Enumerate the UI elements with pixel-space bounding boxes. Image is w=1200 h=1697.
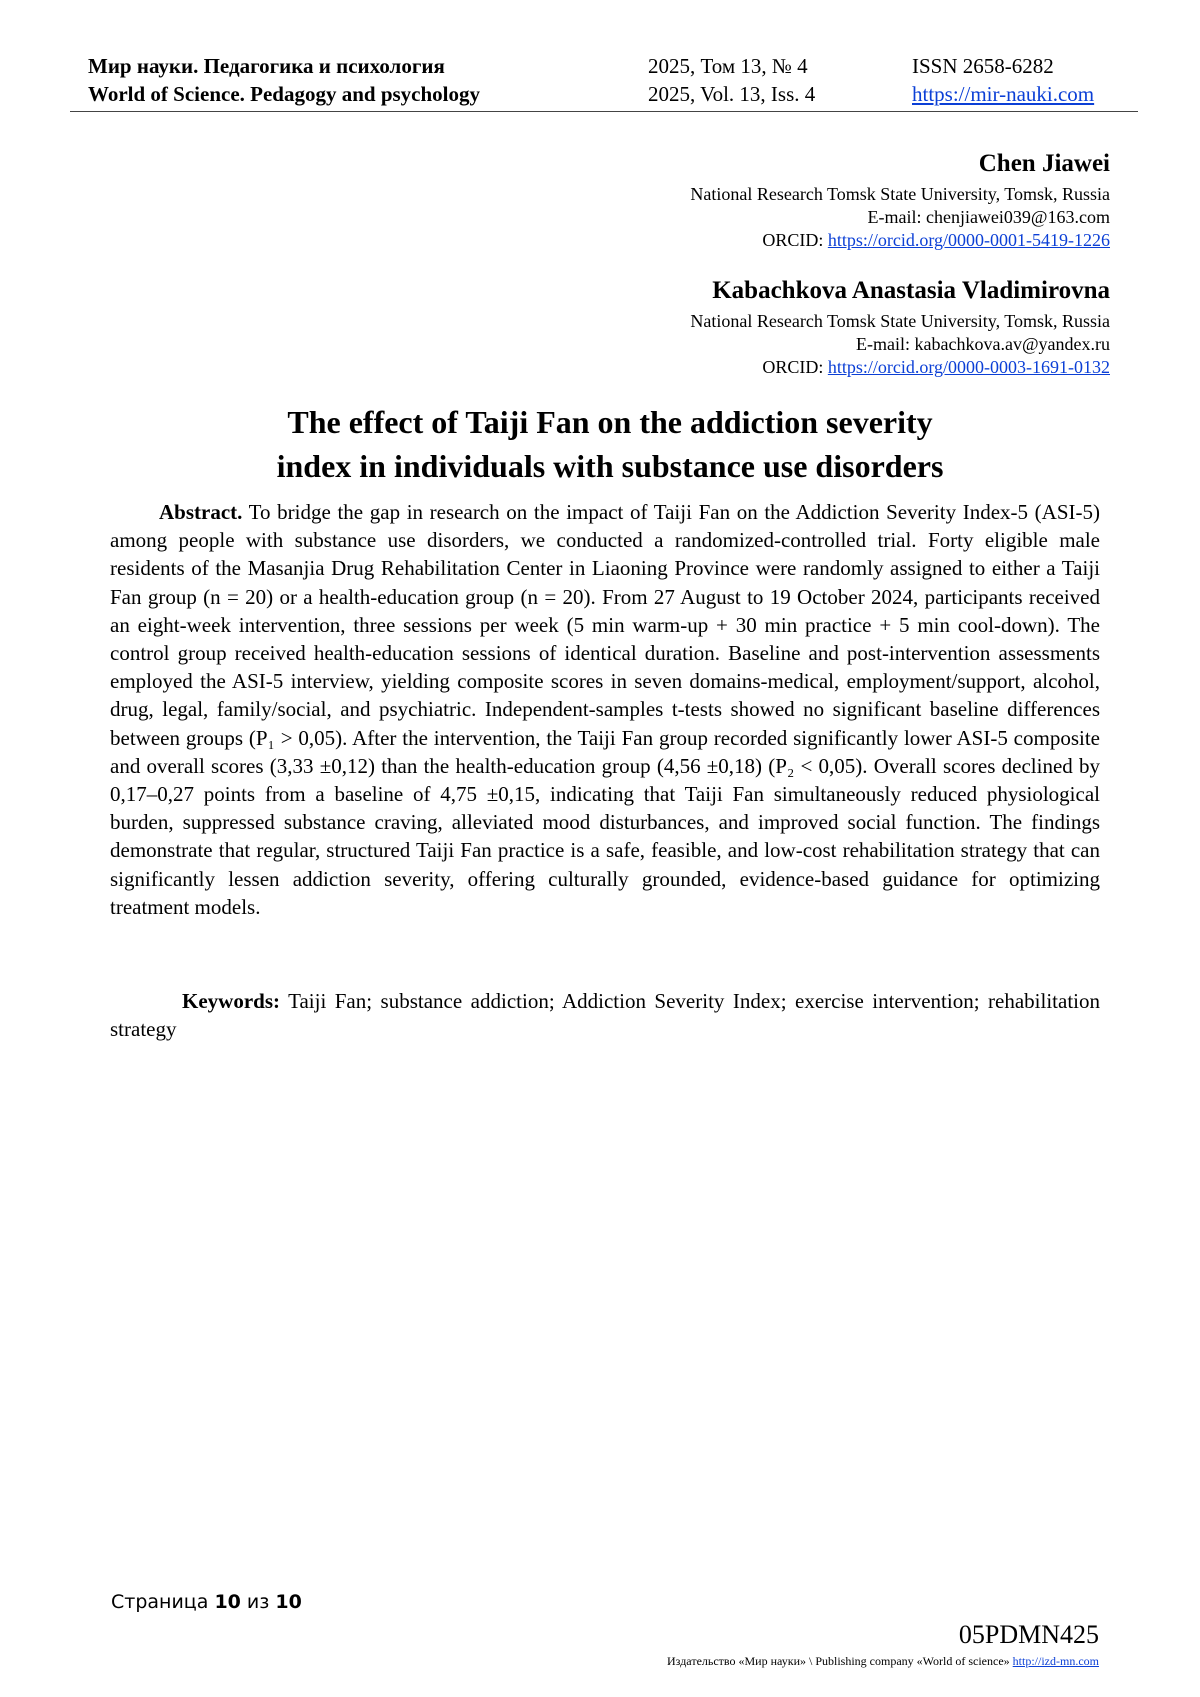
header-divider <box>70 111 1138 112</box>
publisher-text: Издательство «Мир науки» \ Publishing company «World of science» <box>667 1654 1013 1668</box>
issue-en: 2025, Vol. 13, Iss. 4 <box>648 82 816 106</box>
author-affiliation: National Research Tomsk State University, Tomsk, Russia <box>690 184 1110 204</box>
orcid-label: ORCID: <box>762 230 828 250</box>
keywords-text: Taiji Fan; substance addiction; Addiction Severity Index; exercise intervention; rehabilitation strategy <box>110 989 1100 1041</box>
article-title-line: The effect of Taiji Fan on the addiction severity <box>287 404 933 440</box>
author-name: Kabachkova Anastasia Vladimirovna <box>712 277 1110 304</box>
abstract <box>110 498 1100 921</box>
page-word: Страница <box>111 1591 215 1613</box>
author-email: E-mail: chenjiawei039@163.com <box>867 207 1110 227</box>
issue-ru: 2025, Том 13, № 4 <box>648 54 808 78</box>
publisher-line <box>667 1654 1099 1669</box>
author-orcid <box>690 229 1110 252</box>
orcid-label: ORCID: <box>762 357 828 377</box>
abstract-text: To bridge the gap in research on the impact of Taiji Fan on the Addiction Severity Index-5 (ASI-5) among people with substance use disorders, we conducted a randomized-controlled trial. Forty eligible male residents of the Masanjia Drug Rehabilitation Center in Liaoning Province were randomly assigned to either a Taiji Fan group (n = 20) or a health-education group (n = 20). From 27 August to 19 October 2024, participants received an eight-week intervention, three sessions per week (5 min warm-up + 30 min practice + 5 min cool-down). The control group received health-education sessions of identical duration. Baseline and post-intervention assessments employed the ASI-5 interview, yielding composite scores in seven domains-medical, employment/support, alcohol, drug, legal, family/social, and psychiatric. Independent-samples t-tests showed no significant baseline differences between groups (P₁ > 0,05). After the intervention, the Taiji Fan group recorded significantly lower ASI-5 composite and overall scores (3,33 ±0,12) than the health-education group (4,56 ±0,18) (P₂ < 0,05). Overall scores declined by 0,17–0,27 points from a baseline of 4,75 ±0,15, indicating that Taiji Fan simultaneously reduced physiological burden, suppressed substance craving, alleviated mood disturbances, and improved social function. The findings demonstrate that regular, structured Taiji Fan practice is a safe, feasible, and low-cost rehabilitation strategy that can significantly lessen addiction severity, offering culturally grounded, evidence-based guidance for optimizing treatment models. <box>110 500 1100 919</box>
page-current: 10 <box>214 1591 241 1613</box>
author-affiliation: National Research Tomsk State University, Tomsk, Russia <box>690 311 1110 331</box>
author-orcid <box>690 356 1110 379</box>
publisher-link[interactable]: http://izd-mn.com <box>1012 1654 1099 1668</box>
article-title-line: index in individuals with substance use disorders <box>276 448 944 484</box>
journal-site-link[interactable]: https://mir-nauki.com <box>912 82 1095 106</box>
journal-header <box>88 52 1138 108</box>
article-title <box>110 400 1110 488</box>
page-number <box>111 1591 302 1613</box>
journal-title-ru: Мир науки. Педагогика и психология <box>88 54 445 78</box>
page-of: из <box>240 1591 276 1613</box>
journal-title-en: World of Science. Pedagogy and psychology <box>88 82 481 106</box>
keywords-label: Keywords: <box>182 989 280 1013</box>
abstract-label: Abstract. <box>159 500 243 524</box>
orcid-link[interactable]: https://orcid.org/0000-0003-1691-0132 <box>827 357 1110 377</box>
author-email: E-mail: kabachkova.av@yandex.ru <box>856 334 1110 354</box>
author-block <box>690 275 1110 379</box>
page-total: 10 <box>275 1591 302 1613</box>
orcid-link[interactable]: https://orcid.org/0000-0001-5419-1226 <box>827 230 1110 250</box>
article-code: 05PDMN425 <box>958 1620 1099 1649</box>
author-name: Chen Jiawei <box>978 150 1110 177</box>
issn: ISSN 2658-6282 <box>912 54 1054 78</box>
keywords <box>110 987 1100 1043</box>
author-block <box>690 148 1110 252</box>
